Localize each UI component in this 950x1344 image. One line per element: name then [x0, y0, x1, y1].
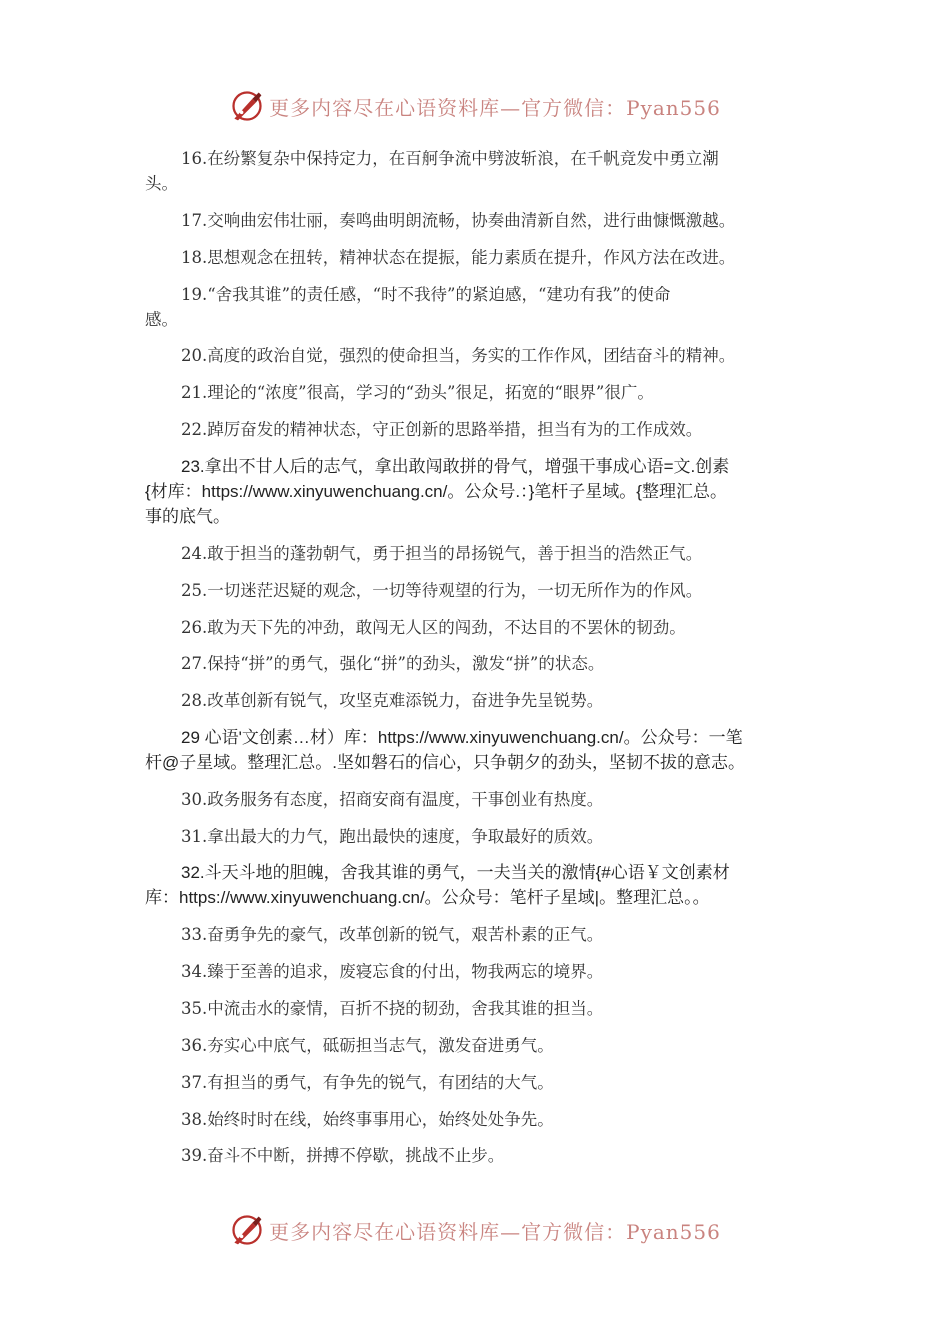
list-item: 19.“舍我其谁”的责任感，“时不我待”的紧迫感，“建功有我”的使命 感。: [145, 285, 671, 329]
banner-text: 更多内容尽在心语资料库—官方微信：Pyan556: [269, 1219, 721, 1244]
list-item: 39.奋斗不中断，拼搏不停歇，挑战不止步。: [181, 1146, 505, 1165]
list-item: 24.敢于担当的蓬勃朝气，勇于担当的昂扬锐气，善于担当的浩然正气。: [181, 544, 703, 563]
list-item: 23.拿出不甘人后的志气，拿出敢闯敢拼的骨气，增强干事成心语=文.创素 {材库：https://www.xinyuwenchuang.cn/。公众号.：}笔杆子星域。{整理汇总。 事的底气。: [145, 457, 730, 526]
list-item: 34.臻于至善的追求，废寝忘食的付出，物我两忘的境界。: [181, 962, 604, 981]
list-item: 18.思想观念在扭转，精神状态在提振，能力素质在提升，作风方法在改进。: [181, 248, 736, 267]
list-item: 21.理论的“浓度”很高，学习的“劲头”很足，拓宽的“眼界”很广。: [181, 383, 654, 402]
list-item: 20.高度的政治自觉，强烈的使命担当，务实的工作作风，团结奋斗的精神。: [181, 346, 736, 365]
list-item: 37.有担当的勇气，有争先的锐气，有团结的大气。: [181, 1073, 554, 1092]
list-item: 30.政务服务有态度，招商安商有温度，干事创业有热度。: [181, 790, 604, 809]
list-item: 27.保持“拼”的勇气，强化“拼”的劲头，激发“拼”的状态。: [181, 654, 605, 673]
list-item: 38.始终时时在线，始终事事用心，始终处处争先。: [181, 1110, 554, 1129]
list-item: 32.斗天斗地的胆魄，舍我其谁的勇气，一夫当关的激情{#心语￥文创素材 库：https://www.xinyuwenchuang.cn/。公众号：笔杆子星域|。整理汇总。。: [145, 863, 730, 907]
list-item: 35.中流击水的豪情，百折不挠的韧劲，舍我其谁的担当。: [181, 999, 604, 1018]
list-item: 17.交响曲宏伟壮丽，奏鸣曲明朗流畅，协奏曲清新自然，进行曲慷慨激越。: [181, 211, 736, 230]
pen-logo-icon: [229, 88, 265, 124]
pen-logo-icon: [229, 1212, 265, 1248]
banner-text: 更多内容尽在心语资料库—官方微信：Pyan556: [269, 95, 721, 120]
list-item: 16.在纷繁复杂中保持定力，在百舸争流中劈波斩浪，在千帆竞发中勇立潮 头。: [145, 149, 719, 193]
list-item: 22.踔厉奋发的精神状态，守正创新的思路举措，担当有为的工作成效。: [181, 420, 703, 439]
list-item: 29 心语'文创素…材）库：https://www.xinyuwenchuang.cn/。公众号：一笔 杆@子星域。整理汇总。.坚如磐石的信心，只争朝夕的劲头，坚韧不拔的意志。: [145, 728, 745, 772]
list-item: 25.一切迷茫迟疑的观念，一切等待观望的行为，一切无所作为的作风。: [181, 581, 703, 600]
list-item: 28.改革创新有锐气，攻坚克难添锐力，奋进争先呈锐势。: [181, 691, 604, 710]
list-item: 33.奋勇争先的豪气，改革创新的锐气，艰苦朴素的正气。: [181, 925, 604, 944]
footer-banner: [0, 1210, 950, 1250]
list-item: 31.拿出最大的力气，跑出最快的速度，争取最好的质效。: [181, 827, 604, 846]
header-banner: [0, 86, 950, 126]
list-item: 36.夯实心中底气，砥砺担当志气，激发奋进勇气。: [181, 1036, 554, 1055]
list-item: 26.敢为天下先的冲劲，敢闯无人区的闯劲，不达目的不罢休的韧劲。: [181, 618, 686, 637]
